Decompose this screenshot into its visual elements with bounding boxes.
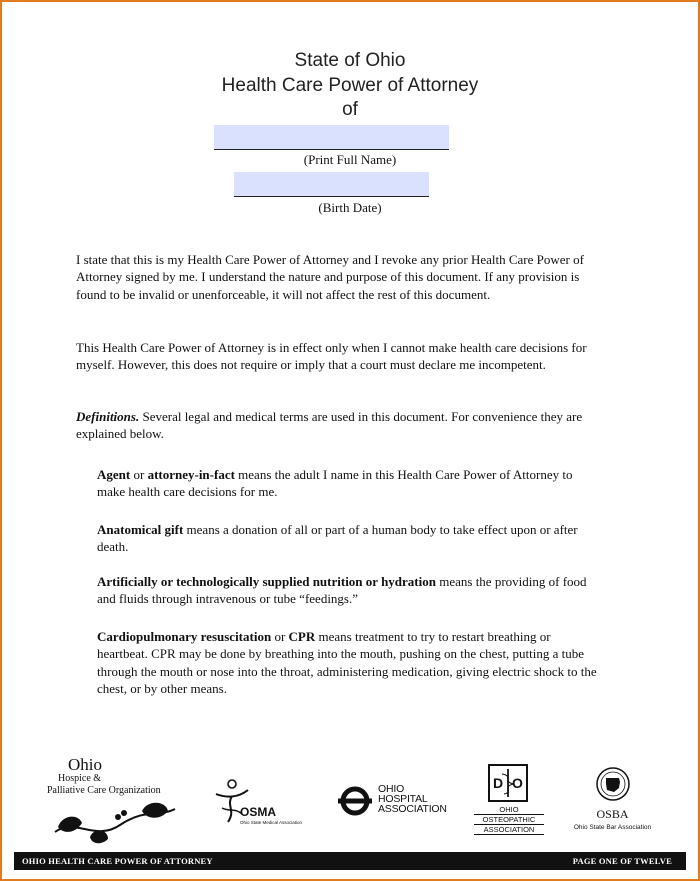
ooa-text [474, 805, 544, 835]
definition-cpr-text: means treatment to try to restart breathing or heartbeat. CPR may be done by breathing into the mouth, pushing on the chest, putting a tube through the mouth or nose into the throat, administering medication, giving electric shock to the chest, or by other means. [97, 629, 597, 696]
definition-cpr [97, 628, 597, 697]
osma-name: OSMA [240, 805, 276, 819]
definition-nutrition-text: means the providing of food and fluids through intravenous or tube “feedings.” [97, 574, 587, 607]
definition-agent-text: means the adult I name in this Health Care Power of Attorney to make health care decisions for me. [97, 467, 573, 500]
osma-logo [212, 778, 312, 828]
ohpco-title: Ohio [68, 755, 102, 774]
ohpco-line2: Hospice & [58, 773, 102, 784]
ohpco-line3: Palliative Care Organization [47, 785, 161, 796]
ooa-logo [474, 764, 544, 838]
definition-anatomical-gift [97, 521, 597, 556]
birth-date-caption: (Birth Date) [318, 200, 382, 215]
oha-logo [338, 784, 448, 820]
paragraph-definitions [76, 408, 596, 443]
definition-agent [97, 466, 597, 501]
osba-subtitle: Ohio State Bar Association [573, 824, 652, 831]
definition-gift-text: means a donation of all or part of a human body to take effect upon or after death. [97, 522, 578, 555]
term-agent: Agent [97, 467, 131, 482]
ooa-caduceus-icon [488, 764, 528, 802]
paragraph-effect: This Health Care Power of Attorney is in effect only when I cannot make health care decisions for myself. However, this does not require or imply that a court must declare me incompetent. [76, 340, 587, 373]
title-of: of [342, 99, 358, 120]
term-cpr: CPR [288, 629, 316, 644]
definitions-intro: Several legal and medical terms are used in this document. For convenience they are explained below. [76, 409, 583, 442]
osma-subtitle: Ohio State Medical Association [240, 820, 303, 825]
footer-bar [14, 852, 686, 870]
paragraph-revocation: I state that this is my Health Care Power of Attorney and I revoke any prior Health Care Power of Attorney signed by me. I understand the nature and purpose of this document. If any provision is found to be invalid or unenforceable, it will not affect the rest of this document. [76, 252, 584, 302]
oha-o-icon [338, 786, 372, 816]
term-nutrition: Artificially or technologically supplied nutrition or hydration [97, 574, 436, 589]
ooa-line1: OHIO [499, 805, 519, 814]
definitions-label: Definitions. [76, 409, 140, 424]
osba-name: OSBA [596, 807, 629, 821]
full-name-input[interactable] [214, 125, 449, 150]
osba-logo [565, 766, 660, 838]
term-anatomical-gift: Anatomical gift [97, 522, 184, 537]
term-attorney-in-fact: attorney-in-fact [147, 467, 235, 482]
footer-page-number: PAGE ONE OF TWELVE [572, 856, 672, 866]
title-document: Health Care Power of Attorney [221, 75, 479, 96]
svg-text:D: D [493, 775, 504, 791]
full-name-caption: (Print Full Name) [303, 152, 397, 167]
oha-line1: OHIO [378, 783, 405, 795]
oha-line2: HOSPITAL [378, 793, 428, 805]
footer-document-title: OHIO HEALTH CARE POWER OF ATTORNEY [22, 856, 213, 866]
svg-text:O: O [512, 775, 523, 791]
oha-text [378, 784, 447, 814]
oha-line3: ASSOCIATION [378, 803, 447, 815]
vine-leaves-icon [50, 797, 180, 847]
ooa-line3: ASSOCIATION [474, 824, 544, 835]
definition-nutrition [97, 573, 597, 608]
ohpco-logo [40, 755, 180, 850]
birth-date-input[interactable] [234, 172, 429, 197]
ooa-line2: OSTEOPATHIC [474, 814, 544, 824]
term-connector: or [130, 467, 148, 482]
term-cpr-full: Cardiopulmonary resuscitation [97, 629, 272, 644]
term-connector: or [271, 629, 289, 644]
osba-seal-icon [595, 766, 631, 802]
title-state: State of Ohio [294, 50, 406, 71]
